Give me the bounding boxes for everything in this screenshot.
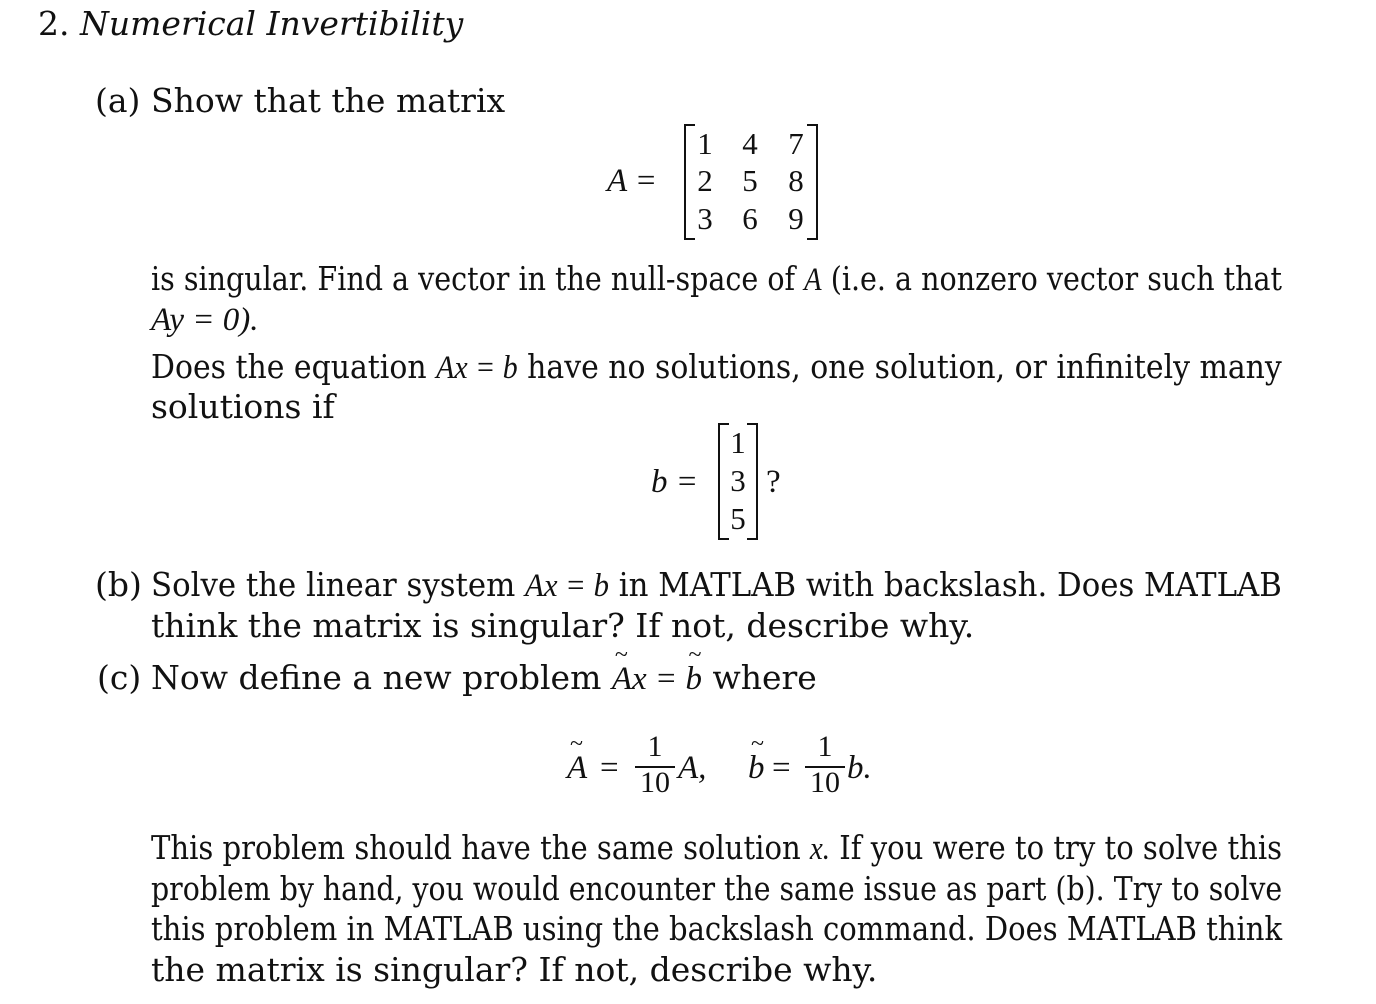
matrix-cell: 1: [697, 126, 713, 161]
text-run: If you were to try to solve this: [830, 828, 1283, 867]
text-run: This problem should have the same solution: [151, 828, 810, 867]
part-a-question: [151, 347, 1282, 388]
vector-cell: 1: [730, 425, 746, 460]
eq2-rhs: b.: [847, 750, 872, 786]
matrix-cell: 6: [742, 201, 758, 236]
part-a-intro: Show that the matrix: [151, 81, 506, 120]
matrix-cell: 7: [788, 126, 804, 161]
eq1-equals: =: [600, 750, 619, 786]
tilde-accent: ~: [614, 642, 628, 668]
part-c-para-line1: [151, 828, 1282, 869]
matrix-a-lhs: A =: [607, 163, 658, 199]
text-run: in MATLAB with backslash. Does MATLAB: [609, 565, 1282, 604]
text-run: is singular. Find a vector in the null-space of: [151, 259, 805, 298]
a-tilde: [611, 642, 633, 699]
math-var: b: [748, 750, 765, 786]
matrix-cell: 3: [697, 201, 713, 236]
fraction-denominator: 10: [640, 766, 670, 799]
fraction-denominator: 10: [810, 766, 840, 799]
part-b-line2: think the matrix is singular? If not, describe why.: [151, 606, 975, 645]
b-tilde: [685, 642, 702, 699]
eq2-lhs: [748, 731, 765, 788]
math-var: x.: [809, 831, 831, 867]
part-a-line2: Ay = 0).: [151, 302, 259, 338]
text-run: Now define a new problem: [151, 658, 612, 697]
a-tilde: [567, 731, 588, 788]
fraction-numerator: 1: [817, 730, 833, 763]
part-a-line1: [151, 259, 1282, 300]
vector-cell: 3: [730, 463, 746, 498]
part-a-question-line2: solutions if: [151, 387, 335, 426]
text-run: (i.e. a nonzero vector such that: [821, 259, 1283, 298]
math-var: A: [804, 262, 822, 298]
section-number: 2.: [38, 4, 70, 43]
matrix-cell: 5: [742, 163, 758, 198]
section-heading: [38, 4, 463, 44]
eq1-fraction: [633, 732, 677, 802]
eq2-equals: =: [772, 750, 791, 786]
math-var: b: [685, 661, 702, 697]
part-c-para-line4: the matrix is singular? If not, describe why.: [151, 950, 878, 989]
matrix-a: [684, 124, 818, 240]
math-eq: Ax = b: [525, 568, 610, 604]
math-eq: x =: [632, 661, 686, 697]
section-title: Numerical Invertibility: [80, 4, 464, 43]
text-run: Does the equation: [151, 347, 437, 386]
matrix-cell: 8: [788, 163, 804, 198]
eq1-lhs: [567, 731, 588, 788]
part-c-label: (c): [97, 658, 142, 697]
tilde-accent: ~: [751, 731, 764, 757]
eq1-rhs: A,: [678, 750, 707, 786]
matrix-cell: 2: [697, 163, 713, 198]
text-run: where: [701, 658, 817, 697]
vector-b-suffix: ?: [766, 464, 781, 500]
b-tilde: [748, 731, 765, 788]
eq2-fraction: [803, 732, 847, 802]
part-c-para-line2: problem by hand, you would encounter the same issue as part (b). Try to solve: [151, 869, 1283, 908]
math-eq: Ax = b: [436, 350, 518, 386]
tilde-accent: ~: [570, 731, 583, 757]
vector-cell: 5: [730, 501, 746, 536]
vector-b-lhs: b =: [651, 464, 699, 500]
matrix-cell: 9: [788, 201, 804, 236]
part-c-para-line3: this problem in MATLAB using the backslash command. Does MATLAB think: [151, 909, 1283, 948]
text-run: have no solutions, one solution, or infinitely many: [517, 347, 1282, 386]
math-var: A: [567, 750, 588, 786]
vector-b: [718, 423, 758, 540]
part-c-line1: [151, 642, 817, 699]
part-a-label: (a): [95, 81, 141, 120]
part-b-label: (b): [95, 565, 142, 604]
tilde-accent: ~: [688, 642, 702, 668]
matrix-cell: 4: [742, 126, 758, 161]
text-run: Solve the linear system: [151, 565, 526, 604]
fraction-numerator: 1: [647, 730, 663, 763]
math-var: A: [611, 661, 633, 697]
part-b-line1: [151, 565, 1282, 606]
